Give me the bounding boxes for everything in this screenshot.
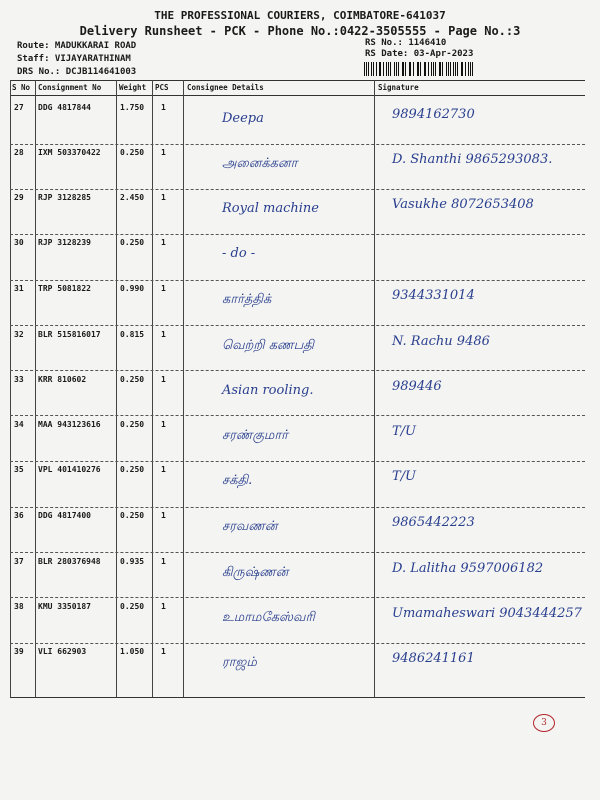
drs-label: DRS No.: DCJB114641003 (17, 67, 137, 77)
pieces-count: 1 (161, 375, 166, 384)
row-separator (10, 597, 585, 598)
pieces-count: 1 (161, 103, 166, 112)
col-header-signature: Signature (378, 83, 419, 92)
rs-date: RS Date: 03-Apr-2023 (365, 49, 474, 59)
serial-number: 36 (14, 511, 24, 520)
signature-handwriting: Umamaheswari 9043444257 (392, 606, 582, 621)
col-header-sno: S No (12, 83, 31, 92)
consignment-number: KRR 810602 (38, 375, 87, 384)
table-row (0, 238, 600, 290)
serial-number: 33 (14, 375, 24, 384)
consignment-number: IXM 503370422 (38, 148, 101, 157)
pieces-count: 1 (161, 465, 166, 474)
consignee-handwriting: வெற்றி கணபதி (222, 338, 314, 353)
weight-value: 0.990 (120, 284, 145, 293)
weight-value: 0.250 (120, 511, 145, 520)
table-row (0, 284, 600, 336)
signature-handwriting: T/U (392, 424, 417, 439)
consignee-handwriting: சரண்குமார் (222, 428, 288, 443)
signature-handwriting: D. Shanthi 9865293083. (392, 152, 553, 167)
weight-value: 0.250 (120, 602, 145, 611)
pieces-count: 1 (161, 420, 166, 429)
serial-number: 38 (14, 602, 24, 611)
pieces-count: 1 (161, 238, 166, 247)
consignment-number: RJP 3128285 (38, 193, 91, 202)
pieces-count: 1 (161, 602, 166, 611)
company-title: THE PROFESSIONAL COURIERS, COIMBATORE-641037 (154, 9, 446, 22)
weight-value: 0.250 (120, 375, 145, 384)
consignee-handwriting: Asian rooling. (222, 383, 314, 398)
consignment-number: DDG 4817844 (38, 103, 91, 112)
pieces-count: 1 (161, 193, 166, 202)
col-header-pcs: PCS (155, 83, 169, 92)
signature-handwriting: N. Rachu 9486 (392, 334, 490, 349)
row-separator (10, 325, 585, 326)
consignment-number: VPL 401410276 (38, 465, 101, 474)
consignment-number: RJP 3128239 (38, 238, 91, 247)
staff-label: Staff: VIJAYARATHINAM (17, 54, 131, 64)
row-separator (10, 189, 585, 190)
serial-number: 39 (14, 647, 24, 656)
route-label: Route: MADUKKARAI ROAD (17, 41, 137, 51)
signature-handwriting: 9486241161 (392, 651, 475, 666)
col-header-details: Consignee Details (187, 83, 264, 92)
page-number-mark: 3 (533, 714, 555, 732)
pieces-count: 1 (161, 284, 166, 293)
pieces-count: 1 (161, 557, 166, 566)
row-separator (10, 461, 585, 462)
consignment-number: TRP 5081822 (38, 284, 91, 293)
row-separator (10, 552, 585, 553)
row-separator (10, 415, 585, 416)
weight-value: 0.815 (120, 330, 145, 339)
consignment-number: DDG 4817400 (38, 511, 91, 520)
consignment-number: VLI 662903 (38, 647, 87, 656)
row-separator (10, 643, 585, 644)
row-separator (10, 144, 585, 145)
consignee-handwriting: கிருஷ்ணன் (222, 565, 289, 580)
consignee-handwriting: Deepa (222, 111, 264, 126)
weight-value: 1.750 (120, 103, 145, 112)
barcode (364, 62, 476, 76)
consignment-number: BLR 280376948 (38, 557, 101, 566)
consignee-handwriting: - do - (222, 246, 256, 261)
weight-value: 0.250 (120, 420, 145, 429)
pieces-count: 1 (161, 511, 166, 520)
row-separator (10, 234, 585, 235)
serial-number: 31 (14, 284, 24, 293)
signature-handwriting: T/U (392, 469, 417, 484)
weight-value: 0.250 (120, 238, 145, 247)
row-separator (10, 697, 585, 698)
weight-value: 0.935 (120, 557, 145, 566)
consignee-handwriting: ராஜம் (222, 655, 257, 670)
table-row (0, 511, 600, 563)
serial-number: 35 (14, 465, 24, 474)
consignment-number: KMU 3350187 (38, 602, 91, 611)
pieces-count: 1 (161, 330, 166, 339)
pieces-count: 1 (161, 647, 166, 656)
serial-number: 27 (14, 103, 24, 112)
signature-handwriting: 9894162730 (392, 107, 475, 122)
table-row (0, 465, 600, 517)
header-bottom-border (10, 95, 585, 96)
serial-number: 34 (14, 420, 24, 429)
serial-number: 30 (14, 238, 24, 247)
consignee-handwriting: அனைக்கனா (222, 156, 298, 171)
table-top-border (10, 80, 585, 81)
serial-number: 37 (14, 557, 24, 566)
signature-handwriting: 9865442223 (392, 515, 475, 530)
col-header-consignment: Consignment No (38, 83, 102, 92)
consignee-handwriting: உமாமகேஸ்வரி (222, 610, 315, 625)
row-separator (10, 507, 585, 508)
consignment-number: MAA 943123616 (38, 420, 101, 429)
runsheet-subtitle: Delivery Runsheet - PCK - Phone No.:0422-3505555 - Page No.:3 (79, 24, 521, 38)
row-separator (10, 370, 585, 371)
weight-value: 1.050 (120, 647, 145, 656)
row-separator (10, 280, 585, 281)
serial-number: 28 (14, 148, 24, 157)
consignee-handwriting: கார்த்திக் (222, 292, 272, 307)
weight-value: 0.250 (120, 465, 145, 474)
pieces-count: 1 (161, 148, 166, 157)
consignee-handwriting: Royal machine (222, 201, 319, 216)
col-header-weight: Weight (119, 83, 147, 92)
signature-handwriting: 989446 (392, 379, 442, 394)
weight-value: 0.250 (120, 148, 145, 157)
rs-number: RS No.: 1146410 (365, 38, 447, 48)
serial-number: 32 (14, 330, 24, 339)
signature-handwriting: D. Lalitha 9597006182 (392, 561, 544, 576)
signature-handwriting: 9344331014 (392, 288, 475, 303)
weight-value: 2.450 (120, 193, 145, 202)
table-row (0, 647, 600, 699)
consignee-handwriting: சரவணன் (222, 519, 278, 534)
signature-handwriting: Vasukhe 8072653408 (392, 197, 534, 212)
serial-number: 29 (14, 193, 24, 202)
consignment-number: BLR 515816017 (38, 330, 101, 339)
consignee-handwriting: சக்தி. (222, 473, 253, 488)
